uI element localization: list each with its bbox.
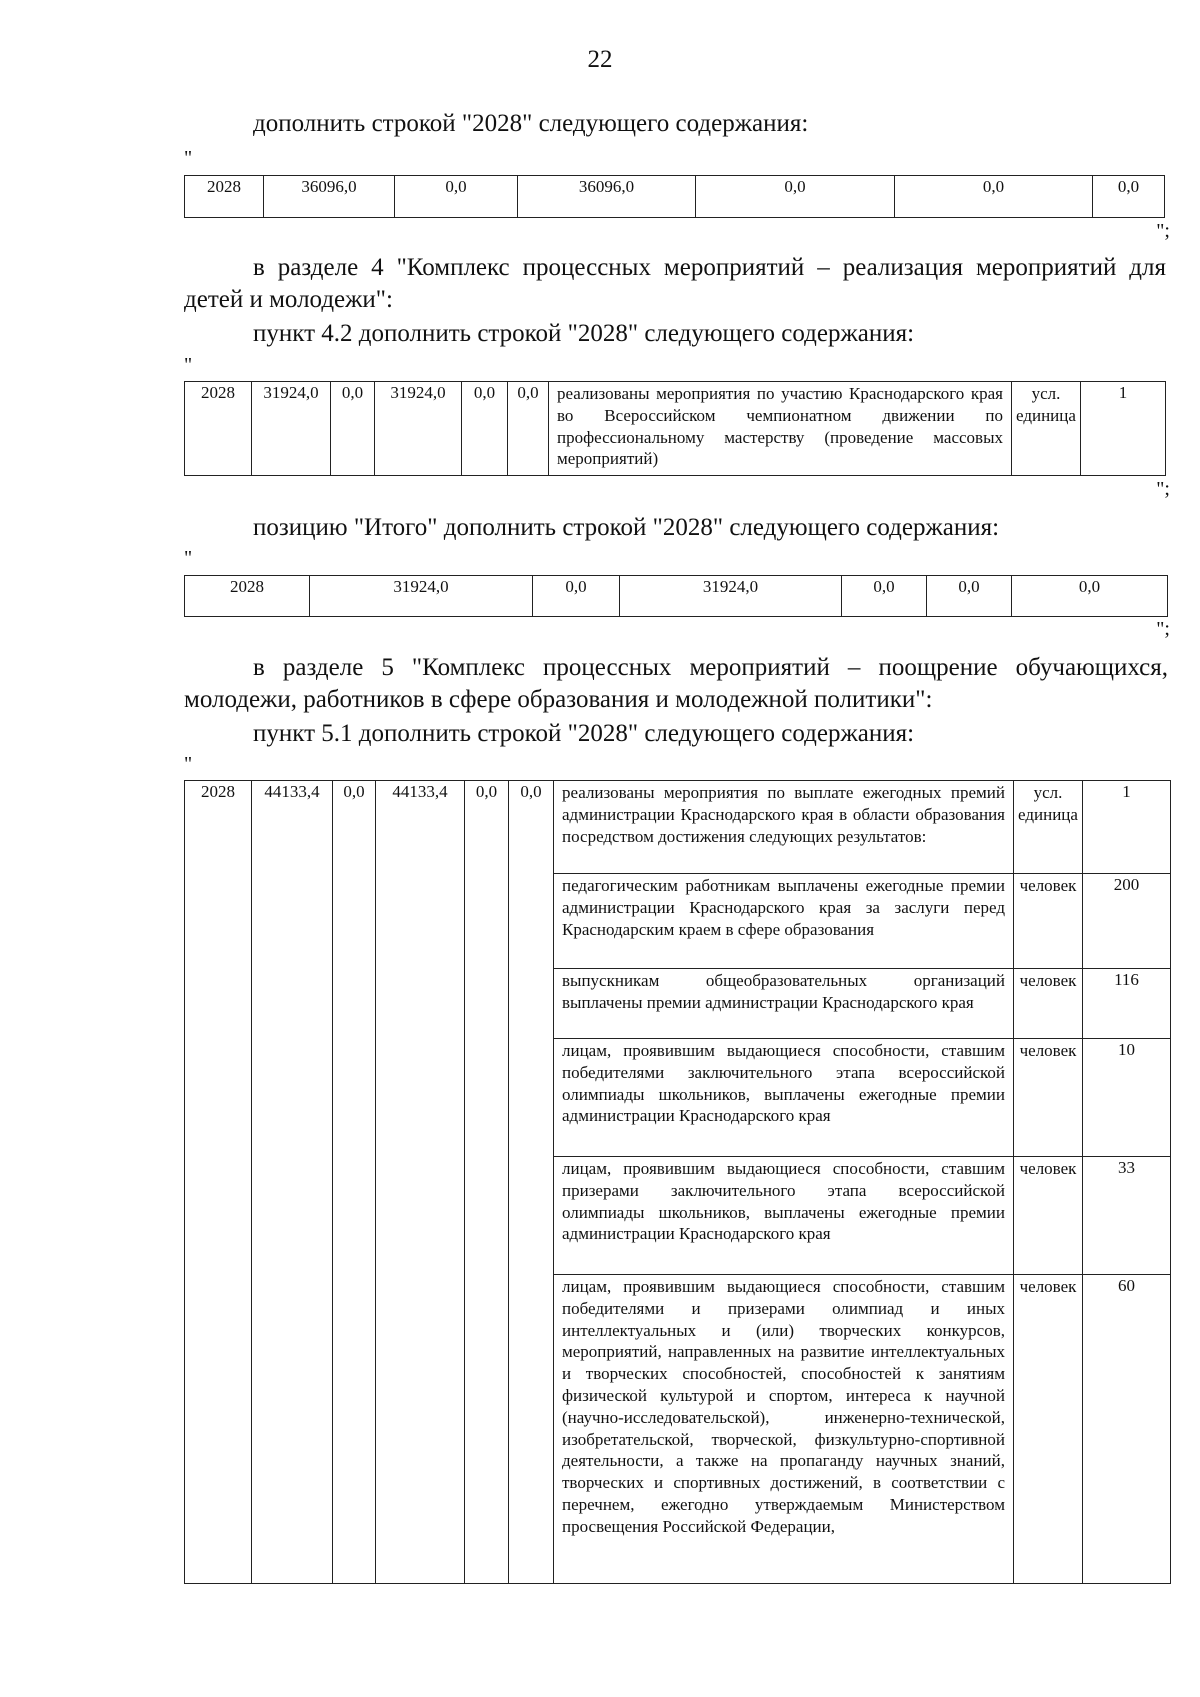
table-point-4-2 bbox=[184, 381, 1166, 476]
unit-of-measure: человек bbox=[1014, 969, 1083, 1039]
table-cell: 2028 bbox=[185, 576, 310, 617]
target-value: 10 bbox=[1083, 1039, 1171, 1157]
close-quote: "; bbox=[1156, 478, 1170, 500]
table-cell: 31924,0 bbox=[310, 576, 533, 617]
table-cell: 36096,0 bbox=[264, 176, 395, 218]
page-number: 22 bbox=[587, 46, 613, 73]
target-value: 60 bbox=[1083, 1275, 1171, 1584]
table-cell: 0,0 bbox=[509, 781, 554, 1584]
table-cell: 0,0 bbox=[1012, 576, 1168, 617]
unit-of-measure: человек bbox=[1014, 1039, 1083, 1157]
open-quote: " bbox=[184, 354, 193, 376]
open-quote: " bbox=[184, 147, 193, 169]
table-cell: 0,0 bbox=[462, 382, 508, 476]
table-cell: 44133,4 bbox=[252, 781, 333, 1584]
result-description: лицам, проявившим выдающиеся способности, ставшим призерами заключительного этапа всероссийской олимпиады школьников, выплачены ежегодные премии администрации Краснодарского края bbox=[554, 1157, 1014, 1275]
table-row bbox=[185, 781, 1171, 874]
result-description: педагогическим работникам выплачены ежегодные премии администрации Краснодарского края за заслуги перед Краснодарским краем в сфере образования bbox=[554, 874, 1014, 969]
result-description: выпускникам общеобразовательных организаций выплачены премии администрации Краснодарского края bbox=[554, 969, 1014, 1039]
table-row bbox=[185, 576, 1168, 617]
unit-of-measure: человек bbox=[1014, 1157, 1083, 1275]
table-2028-summary bbox=[184, 175, 1165, 218]
table-itogo bbox=[184, 575, 1168, 617]
itogo-intro: позицию "Итого" дополнить строкой "2028" следующего содержания: bbox=[253, 514, 1000, 541]
target-value: 200 bbox=[1083, 874, 1171, 969]
unit-of-measure: усл. единица bbox=[1012, 382, 1081, 476]
table-cell: 0,0 bbox=[508, 382, 549, 476]
table-cell: 0,0 bbox=[927, 576, 1012, 617]
unit-of-measure: человек bbox=[1014, 874, 1083, 969]
table-cell: 31924,0 bbox=[620, 576, 842, 617]
table-row bbox=[185, 382, 1166, 476]
table-cell: 2028 bbox=[185, 382, 252, 476]
table-point-5-1 bbox=[184, 780, 1171, 1584]
table-cell: 31924,0 bbox=[252, 382, 331, 476]
table-cell: 31924,0 bbox=[375, 382, 462, 476]
result-description: реализованы мероприятия по участию Краснодарского края во Всероссийском чемпионатном движении по профессиональному мастерству (проведение массовых мероприятий) bbox=[549, 382, 1012, 476]
open-quote: " bbox=[184, 547, 193, 569]
table-cell: 0,0 bbox=[331, 382, 375, 476]
target-value: 1 bbox=[1080, 382, 1165, 476]
intro-text: дополнить строкой "2028" следующего содержания: bbox=[253, 110, 809, 137]
point-5-1-intro: пункт 5.1 дополнить строкой "2028" следующего содержания: bbox=[253, 720, 915, 747]
open-quote: " bbox=[184, 753, 193, 775]
table-cell: 2028 bbox=[185, 781, 252, 1584]
table-cell: 0,0 bbox=[1093, 176, 1165, 218]
result-description: лицам, проявившим выдающиеся способности, ставшим победителями и призерами олимпиад и иных интеллектуальных и (или) творческих конкурсов, мероприятий, направленных на развитие интеллектуальных и творческих способностей, способностей к занятиям физической культурой и спортом, интереса к научной (научно-исследовательской), инженерно-технической, изобретательской, творческой, физкультурно-спортивной деятельности, а также на пропаганду научных знаний, творческих и спортивных достижений, в соответствии с перечнем, ежегодно утверждаемым Министерством просвещения Российской Федерации, bbox=[554, 1275, 1014, 1584]
target-value: 116 bbox=[1083, 969, 1171, 1039]
table-cell: 0,0 bbox=[333, 781, 376, 1584]
table-row bbox=[185, 176, 1165, 218]
result-description: реализованы мероприятия по выплате ежегодных премий администрации Краснодарского края в области образования посредством достижения следующих результатов: bbox=[554, 781, 1014, 874]
unit-of-measure: усл. единица bbox=[1014, 781, 1083, 874]
result-description: лицам, проявившим выдающиеся способности, ставшим победителями заключительного этапа всероссийской олимпиады школьников, выплачены ежегодные премии администрации Краснодарского края bbox=[554, 1039, 1014, 1157]
point-4-2-intro: пункт 4.2 дополнить строкой "2028" следующего содержания: bbox=[253, 320, 915, 347]
table-cell: 0,0 bbox=[842, 576, 927, 617]
table-cell: 0,0 bbox=[465, 781, 509, 1584]
section-5-heading: в разделе 5 "Комплекс процессных мероприятий – поощрение обучающихся, молодежи, работников в сфере образования и молодежной политики": bbox=[184, 654, 1168, 713]
section-4-heading: в разделе 4 "Комплекс процессных мероприятий – реализация мероприятий для детей и молодежи": bbox=[184, 254, 1166, 313]
target-value: 33 bbox=[1083, 1157, 1171, 1275]
target-value: 1 bbox=[1083, 781, 1171, 874]
table-cell: 0,0 bbox=[395, 176, 518, 218]
table-cell: 0,0 bbox=[895, 176, 1093, 218]
table-cell: 44133,4 bbox=[376, 781, 465, 1584]
close-quote: "; bbox=[1156, 618, 1170, 640]
unit-of-measure: человек bbox=[1014, 1275, 1083, 1584]
table-cell: 0,0 bbox=[533, 576, 620, 617]
table-cell: 2028 bbox=[185, 176, 264, 218]
close-quote: "; bbox=[1156, 220, 1170, 242]
table-cell: 36096,0 bbox=[518, 176, 696, 218]
table-cell: 0,0 bbox=[696, 176, 895, 218]
